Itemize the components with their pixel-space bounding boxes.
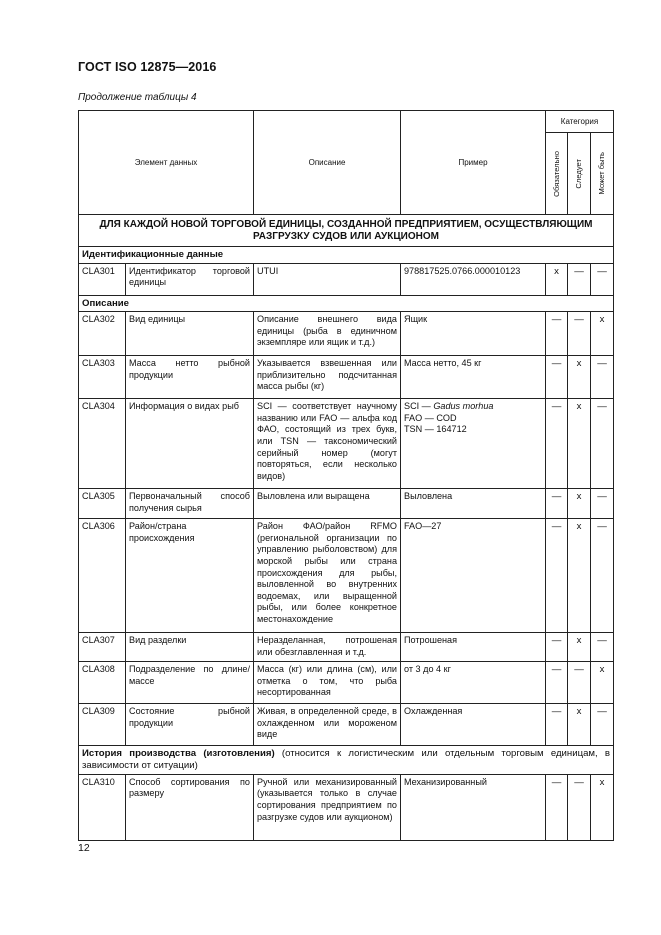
table-row: [79, 489, 614, 519]
element-example: Масса нетто, 45 кг: [401, 356, 546, 399]
element-code: CLA302: [79, 312, 126, 356]
element-code: CLA303: [79, 356, 126, 399]
table-banner: ДЛЯ КАЖДОЙ НОВОЙ ТОРГОВОЙ ЕДИНИЦЫ, СОЗДАННОЙ ПРЕДПРИЯТИЕМ, ОСУЩЕСТВЛЯЮЩИМ РАЗГРУЗКУ СУДОВ ИЛИ АУКЦИОНОМ: [79, 215, 614, 247]
element-example: Выловлена: [401, 489, 546, 519]
optional-mark: —: [591, 489, 614, 519]
section-identification: Идентификационные данные: [79, 247, 614, 264]
header-row-1: [79, 111, 614, 133]
mandatory-mark: —: [546, 519, 568, 633]
column-header-recommended: Следует: [568, 133, 591, 215]
recommended-mark: —: [568, 774, 591, 840]
table-row: [79, 399, 614, 489]
element-name: Вид разделки: [126, 633, 254, 662]
element-code: CLA307: [79, 633, 126, 662]
optional-mark: —: [591, 263, 614, 295]
recommended-mark: x: [568, 489, 591, 519]
example-fao: FAO — COD: [404, 412, 457, 423]
element-description: Живая, в определенной среде, в охлажденном или мороженом виде: [254, 704, 401, 746]
optional-mark: x: [591, 312, 614, 356]
mandatory-mark: —: [546, 489, 568, 519]
section-description: Описание: [79, 295, 614, 312]
mandatory-mark: —: [546, 662, 568, 704]
element-code: CLA306: [79, 519, 126, 633]
element-description: Указывается взвешенная или приблизительно подсчитанная масса рыбы (кг): [254, 356, 401, 399]
mandatory-mark: —: [546, 312, 568, 356]
column-header-element: Элемент данных: [79, 111, 254, 215]
optional-mark: —: [591, 356, 614, 399]
table-row: [79, 662, 614, 704]
recommended-mark: x: [568, 519, 591, 633]
table-row: [79, 633, 614, 662]
element-example: FAO—27: [401, 519, 546, 633]
element-code: CLA305: [79, 489, 126, 519]
recommended-mark: x: [568, 704, 591, 746]
table-row: [79, 263, 614, 295]
element-example: [401, 399, 546, 489]
element-code: CLA304: [79, 399, 126, 489]
recommended-mark: —: [568, 263, 591, 295]
element-description: Выловлена или выращена: [254, 489, 401, 519]
optional-mark: —: [591, 399, 614, 489]
element-name: Состояние рыбной продукции: [126, 704, 254, 746]
optional-mark: x: [591, 662, 614, 704]
recommended-mark: x: [568, 633, 591, 662]
element-code: CLA310: [79, 774, 126, 840]
mandatory-mark: —: [546, 399, 568, 489]
element-description: Описание внешнего вида единицы (рыба в единичном экземпляре или ящик и т.д.): [254, 312, 401, 356]
column-header-mandatory: Обязательно: [546, 133, 568, 215]
section-row: [79, 247, 614, 264]
element-example: Потрошеная: [401, 633, 546, 662]
table-row: [79, 356, 614, 399]
element-name: Способ сортирования по размеру: [126, 774, 254, 840]
optional-mark: —: [591, 519, 614, 633]
element-name: Идентификатор торговой единицы: [126, 263, 254, 295]
recommended-mark: —: [568, 312, 591, 356]
element-code: CLA309: [79, 704, 126, 746]
section-row: [79, 746, 614, 775]
example-sci: SCI — Gadus morhua: [404, 401, 494, 412]
element-example: от 3 до 4 кг: [401, 662, 546, 704]
table-continuation-caption: Продолжение таблицы 4: [78, 92, 197, 103]
mandatory-mark: x: [546, 263, 568, 295]
mandatory-mark: —: [546, 774, 568, 840]
column-header-category: Категория: [546, 111, 614, 133]
mandatory-mark: —: [546, 633, 568, 662]
element-description: SCI — соответствует научному названию или FAO — альфа код ФАО, состоящий из трех букв, или TSN — таксономический серийный номер (могут повторяться, если несколько видов): [254, 399, 401, 489]
page-number: 12: [78, 842, 90, 854]
element-name: Масса нетто рыбной продукции: [126, 356, 254, 399]
element-description: Неразделанная, потрошеная или обезглавленная и т.д.: [254, 633, 401, 662]
section-row: [79, 295, 614, 312]
table-row: [79, 704, 614, 746]
element-code: CLA301: [79, 263, 126, 295]
mandatory-mark: —: [546, 356, 568, 399]
element-example: Охлажденная: [401, 704, 546, 746]
column-header-description: Описание: [254, 111, 401, 215]
table-row: [79, 519, 614, 633]
optional-mark: —: [591, 633, 614, 662]
element-name: Первоначальный способ получения сырья: [126, 489, 254, 519]
element-name: Информация о видах рыб: [126, 399, 254, 489]
optional-mark: —: [591, 704, 614, 746]
mandatory-mark: —: [546, 704, 568, 746]
element-description: Ручной или механизированный (указывается только в случае сортирования предприятием по разгрузке судов или аукционом): [254, 774, 401, 840]
optional-mark: x: [591, 774, 614, 840]
section-history: История производства (изготовления) (относится к логистическим или отдельным торговым единицам, в зависимости от ситуации): [79, 746, 614, 775]
element-example: 978817525.0766.000010123: [401, 263, 546, 295]
table-row: [79, 312, 614, 356]
element-name: Вид единицы: [126, 312, 254, 356]
element-example: Ящик: [401, 312, 546, 356]
table-row: [79, 774, 614, 840]
element-description: Район ФАО/район RFMO (региональной организации по управлению рыболовством) для морской рыбы или страна происхождения для рыбы, выловленной во внутренних водоемах, или выращенной рыбы, или более конкретное местонахождение: [254, 519, 401, 633]
data-elements-table: [78, 110, 614, 841]
element-example: Механизированный: [401, 774, 546, 840]
recommended-mark: —: [568, 662, 591, 704]
element-description: Масса (кг) или длина (см), или отметка о том, что рыба несортированная: [254, 662, 401, 704]
document-header: ГОСТ ISO 12875—2016: [78, 60, 217, 74]
column-header-example: Пример: [401, 111, 546, 215]
element-code: CLA308: [79, 662, 126, 704]
element-name: Подразделение по длине/массе: [126, 662, 254, 704]
element-name: Район/страна происхождения: [126, 519, 254, 633]
column-header-optional: Может быть: [591, 133, 614, 215]
element-description: UTUI: [254, 263, 401, 295]
table-banner-row: [79, 215, 614, 247]
example-tsn: TSN — 164712: [404, 424, 467, 435]
recommended-mark: x: [568, 399, 591, 489]
recommended-mark: x: [568, 356, 591, 399]
